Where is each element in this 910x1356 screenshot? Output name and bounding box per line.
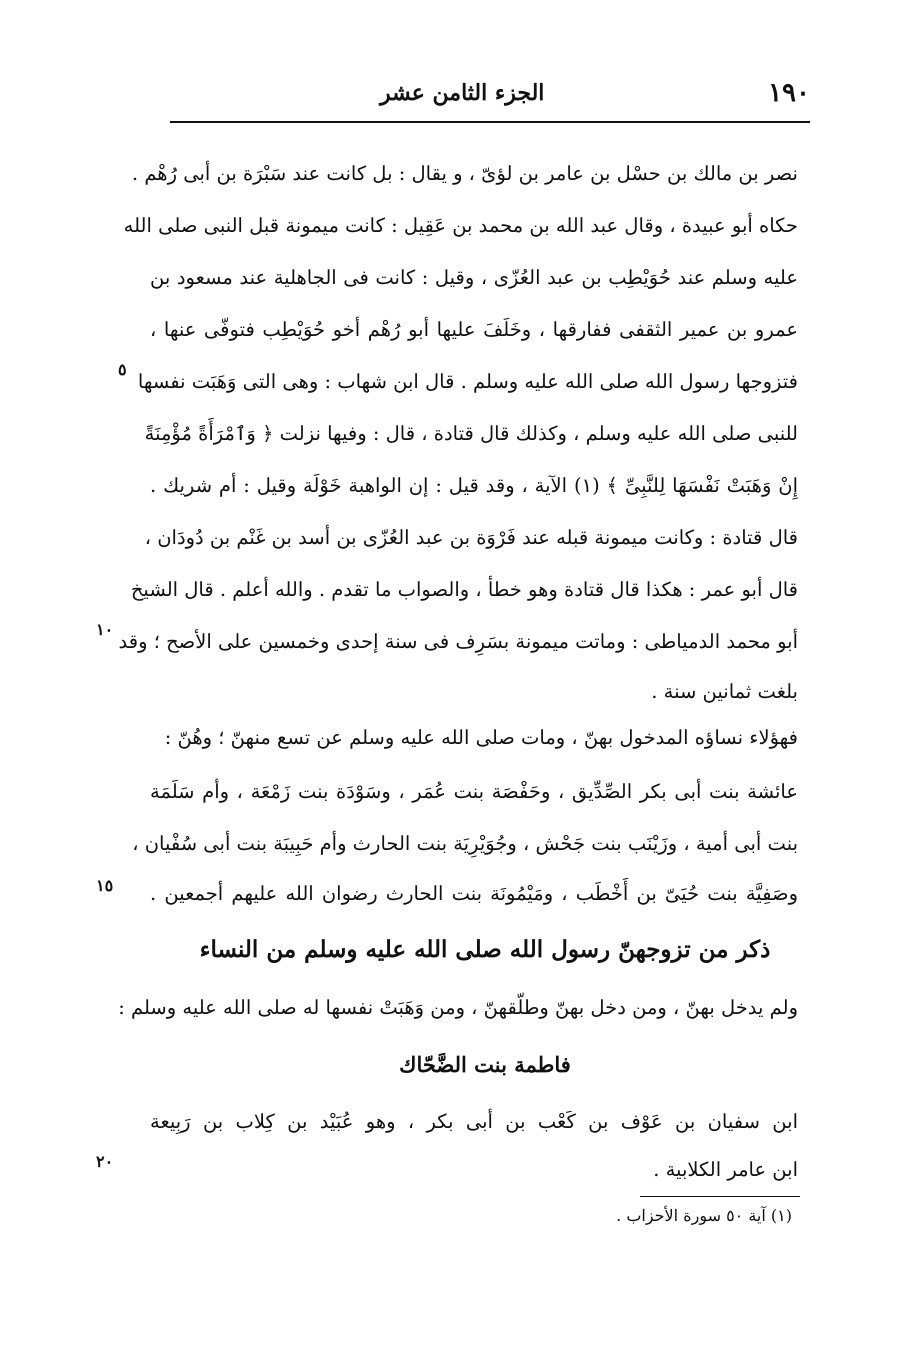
running-title: الجزء الثامن عشر xyxy=(380,80,545,106)
text-line: بلغت ثمانين سنة . xyxy=(651,680,798,703)
text-line: ابن عامر الكلابية . xyxy=(653,1158,798,1181)
paragraph-2 xyxy=(132,720,798,920)
text-line: فتزوجها رسول الله صلى الله عليه وسلم . قال ابن شهاب : وهى التى وَهَبَت نفسها xyxy=(137,370,798,393)
text-line: عليه وسلم عند حُوَيْطِب بن عبد العُزّى ، وقيل : كانت فى الجاهلية عند مسعود بن xyxy=(150,266,798,289)
text-line: عمرو بن عمير الثقفى ففارقها ، وخَلَفَ عليها أبو رُهْم أخو حُوَيْطِب فتوفّى عنها ، xyxy=(150,318,798,341)
text-line: نصر بن مالك بن حسْل بن عامر بن لؤىّ ، و يقال : بل كانت عند سَبْرَة بن أبى رُهْم . xyxy=(131,162,798,185)
text-line: إِنْ وَهَبَتْ نَفْسَهَا لِلنَّبِىِّ ﴾ (١) الآية ، وقد قيل : إن الواهبة خَوْلَة وقيل : أم شريك . xyxy=(150,474,798,497)
text-line: عائشة بنت أبى بكر الصِّدِّيق ، وحَفْصَة بنت عُمَر ، وسَوْدَة بنت زَمْعَة ، وأم سَلَمَة xyxy=(150,780,798,803)
text-line: أبو محمد الدمياطى : وماتت ميمونة بسَرِف فى سنة إحدى وخمسين على الأصح ؛ وقد xyxy=(118,630,798,653)
line-number-5: ٥ xyxy=(118,360,127,379)
paragraph-1 xyxy=(118,156,798,716)
text-line: حكاه أبو عبيدة ، وقال عبد الله بن محمد بن عَقِيل : كانت ميمونة قبل النبى صلى الله xyxy=(123,214,798,237)
text-line: ابن سفيان بن عَوْف بن كَعْب بن أبى بكر ، وهو عُبَيْد بن كِلاب بن رَبِيعة xyxy=(150,1110,798,1133)
line-number-10: ١٠ xyxy=(96,620,114,639)
text-line: قال قتادة : وكانت ميمونة قبله عند فَرْوَة بن عبد العُزّى بن أسد بن غَنْم بن دُودَان ، xyxy=(144,526,798,549)
text-line: للنبى صلى الله عليه وسلم ، وكذلك قال قتادة ، قال : وفيها نزلت ﴿ وَٱمْرَأَةً مُؤْمِنَةً xyxy=(144,422,798,445)
section-heading: ذكر من تزوجهنّ رسول الله صلى الله عليه وسلم من النساء xyxy=(199,936,771,963)
header-rule xyxy=(170,121,810,123)
line-number-15: ١٥ xyxy=(96,876,114,895)
paragraph-3 xyxy=(118,990,798,1030)
paragraph-4 xyxy=(150,1104,798,1194)
page-header xyxy=(170,78,810,118)
text-line: وصَفِيَّة بنت حُيَىّ بن أَخْطَب ، ومَيْمُونَة بنت الحارث رضوان الله عليهم أجمعين . xyxy=(150,882,798,905)
text-line: بنت أبى أمية ، وزَيْنَب بنت جَحْش ، وجُوَيْرِيَة بنت الحارث وأم حَبِيبَة بنت أبى سُفْيان ، xyxy=(132,832,798,855)
entry-heading: فاطمة بنت الضَّحّاك xyxy=(399,1052,571,1077)
text-line: قال أبو عمر : هكذا قال قتادة وهو خطأ ، والصواب ما تقدم . والله أعلم . قال الشيخ xyxy=(130,578,798,601)
footnote: (١) آية ٥٠ سورة الأحزاب . xyxy=(616,1206,792,1225)
text-line: فهؤلاء نساؤه المدخول بهنّ ، ومات صلى الله عليه وسلم عن تسع منهنّ ؛ وهُنّ : xyxy=(164,726,798,749)
page-number: ١٩٠ xyxy=(768,78,810,108)
line-number-20: ٢٠ xyxy=(96,1152,114,1171)
text-line: ولم يدخل بهنّ ، ومن دخل بهنّ وطلّقهنّ ، ومن وَهَبَتْ نفسها له صلى الله عليه وسلم : xyxy=(118,996,798,1019)
footnote-rule xyxy=(640,1196,800,1197)
